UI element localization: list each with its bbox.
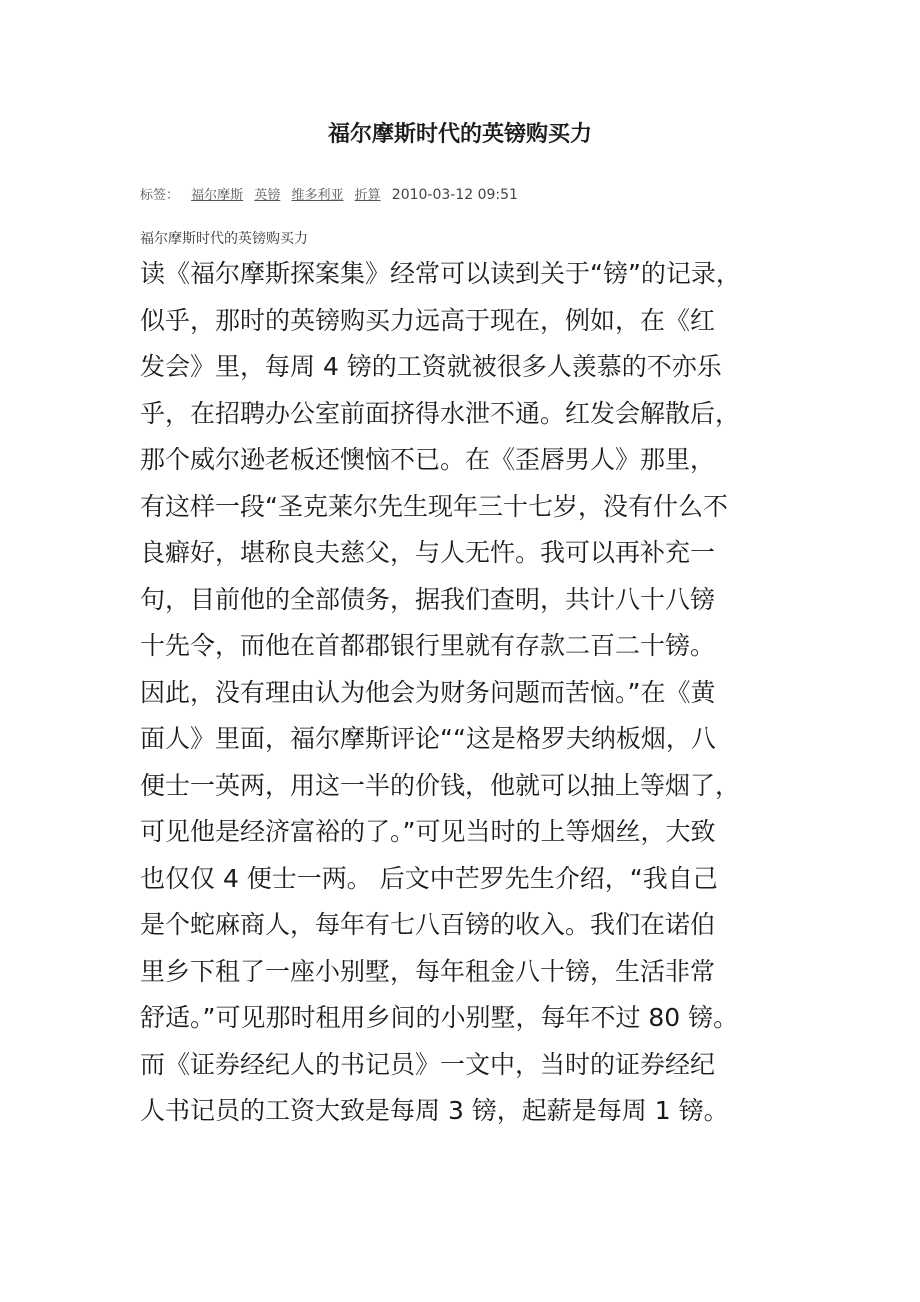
- body-line: 句，目前他的全部债务，据我们查明，共计八十八镑: [140, 584, 716, 614]
- article-body: [140, 251, 785, 1135]
- body-line: 乎，在招聘办公室前面挤得水泄不通。红发会解散后，: [140, 398, 741, 428]
- body-line: 里乡下租了一座小别墅，每年租金八十镑，生活非常: [140, 956, 716, 986]
- body-line: 而《证券经纪人的书记员》一文中，当时的证券经纪: [140, 1049, 716, 1079]
- body-line: 人书记员的工资大致是每周 3 镑，起薪是每周 1 镑。: [140, 1096, 729, 1125]
- body-line: 便士一英两，用这一半的价钱，他就可以抽上等烟了，: [140, 770, 741, 800]
- article-title: 福尔摩斯时代的英镑购买力: [327, 122, 592, 147]
- article-meta: [140, 184, 518, 207]
- article-subtitle: 福尔摩斯时代的英镑购买力: [140, 231, 308, 247]
- body-line: 是个蛇麻商人，每年有七八百镑的收入。我们在诺伯: [140, 910, 716, 939]
- body-line: 舒适。”可见那时租用乡间的小别墅，每年不过 80 镑。: [140, 1003, 739, 1032]
- body-line: 有这样一段“圣克莱尔先生现年三十七岁，没有什么不: [140, 491, 728, 521]
- tag-link-sherlock[interactable]: 福尔摩斯: [191, 188, 244, 203]
- tags-label: 标签：: [140, 188, 180, 203]
- body-line: 发会》里，每周 4 镑的工资就被很多人羡慕的不亦乐: [140, 352, 722, 381]
- tag-link-conversion[interactable]: 折算: [354, 188, 381, 203]
- body-line: 也仅仅 4 便士一两。 后文中芒罗先生介绍，“我自己: [140, 863, 718, 893]
- body-line: 十先令，而他在首都郡银行里就有存款二百二十镑。: [140, 631, 716, 660]
- tag-link-pound[interactable]: 英镑: [254, 188, 281, 203]
- body-line: 良癖好，堪称良夫慈父，与人无忤。我可以再补充一: [140, 538, 716, 567]
- body-line: 因此，没有理由认为他会为财务问题而苦恼。”在《黄: [140, 677, 716, 707]
- body-line: 似乎，那时的英镑购买力远高于现在，例如，在《红: [140, 305, 716, 335]
- tag-link-victoria[interactable]: 维多利亚: [291, 188, 344, 203]
- body-line: 可见他是经济富裕的了。”可见当时的上等烟丝，大致: [140, 817, 716, 846]
- body-line: 那个威尔逊老板还懊恼不已。在《歪唇男人》那里，: [140, 445, 716, 474]
- body-line: 面人》里面，福尔摩斯评论““这是格罗夫纳板烟，八: [140, 724, 716, 753]
- body-line: 读《福尔摩斯探案集》经常可以读到关于“镑”的记录，: [140, 259, 741, 288]
- post-date: 2010-03-12 09:51: [391, 187, 518, 203]
